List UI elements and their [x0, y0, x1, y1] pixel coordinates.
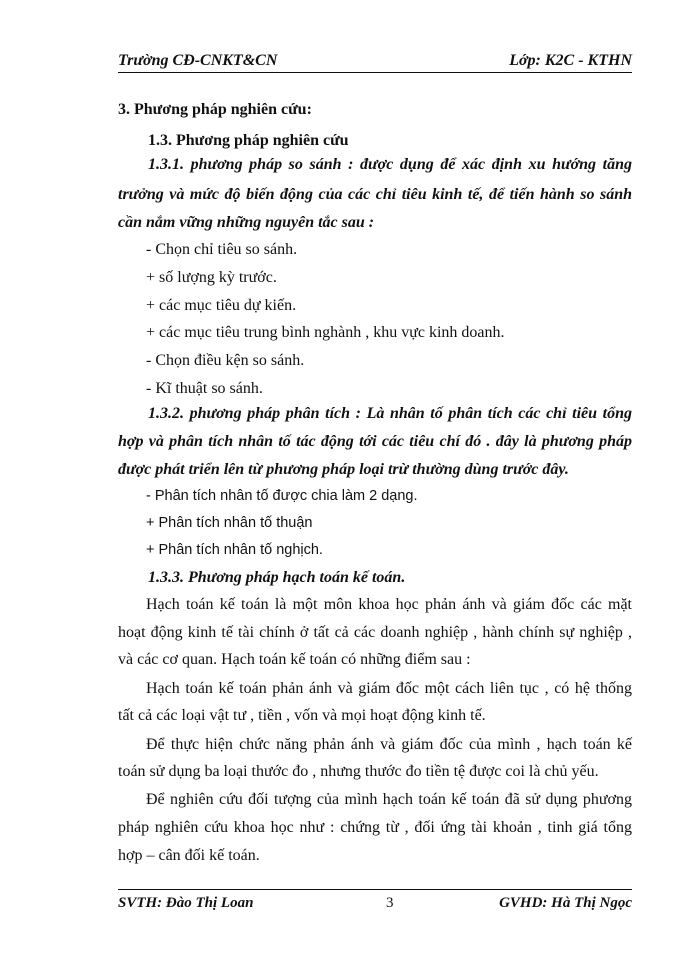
s132-item: - Phân tích nhân tố được chia làm 2 dạng.: [146, 488, 418, 504]
s131-item: + các mục tiêu dự kiến.: [146, 297, 297, 314]
s131-item: - Chọn điều kện so sánh.: [146, 352, 305, 369]
s131-line-1: 1.3.1. phương pháp so sánh : được dụng để xác định xu hướng tăng: [148, 156, 632, 173]
page-number: 3: [386, 895, 394, 911]
s131-line-2: trưởng và mức độ biến động của các chỉ tiêu kinh tế, để tiến hành so sánh: [118, 186, 632, 203]
s132-line-1: 1.3.2. phương pháp phân tích : Là nhân tố phân tích các chỉ tiêu tổng: [148, 405, 632, 422]
footer-student: SVTH: Đào Thị Loan: [118, 894, 254, 911]
footer-supervisor: GVHD: Hà Thị Ngọc: [499, 894, 632, 911]
s132-item: + Phân tích nhân tố nghịch.: [146, 542, 323, 558]
section-title: 3. Phương pháp nghiên cứu:: [118, 101, 312, 118]
s132-line-3: được phát triển lên từ phương pháp loại trừ thường dùng trước đây.: [118, 461, 569, 478]
header-class: Lớp: K2C - KTHN: [509, 52, 632, 69]
s131-item: + số lượng kỳ trước.: [146, 269, 277, 286]
s131-line-3: cần nắm vững những nguyên tắc sau :: [118, 214, 375, 231]
s133-p1-line-1: Hạch toán kế toán là một môn khoa học phản ánh và giám đốc các mặt: [146, 596, 632, 613]
s132-item: + Phân tích nhân tố thuận: [146, 515, 313, 531]
s131-item: - Chọn chỉ tiêu so sánh.: [146, 241, 298, 258]
s133-title: 1.3.3. Phương pháp hạch toán kế toán.: [148, 569, 406, 586]
s133-p1-line-2: hoạt động kinh tế tài chính ở tất cả các doanh nghiệp , hành chính sự nghiệp ,: [118, 624, 632, 641]
s133-p4-line-2: pháp nghiên cứu khoa học như : chứng từ , đối ứng tài khoản , tinh giá tổng: [118, 819, 632, 836]
page-header: [118, 44, 632, 73]
s133-p4-line-1: Để nghiên cứu đối tượng của mình hạch toán kế toán đã sử dụng phương: [146, 791, 632, 808]
subsection-title: 1.3. Phương pháp nghiên cứu: [148, 132, 349, 149]
s133-p1-line-3: và các cơ quan. Hạch toán kế toán có những điểm sau :: [118, 651, 471, 668]
s132-line-2: hợp và phân tích nhân tố tác động tới các tiêu chí đó . đây là phương pháp: [118, 433, 632, 450]
s133-p3-line-2: toán sử dụng ba loại thước đo , nhưng thước đo tiền tệ được coi là chủ yếu.: [118, 763, 599, 780]
s133-p2-line-2: tất cả các loại vật tư , tiền , vốn và mọi hoạt động kinh tế.: [118, 707, 486, 724]
s133-p2-line-1: Hạch toán kế toán phản ánh và giám đốc một cách liên tục , có hệ thống: [146, 680, 632, 697]
header-school: Trường CĐ-CNKT&CN: [118, 52, 278, 69]
s131-item: + các mục tiêu trung bình nghành , khu vực kinh doanh.: [146, 324, 505, 341]
s133-p4-line-3: hợp – cân đối kế toán.: [118, 847, 260, 864]
page-footer: [118, 892, 632, 914]
s131-item: - Kĩ thuật so sánh.: [146, 380, 263, 397]
s133-p3-line-1: Để thực hiện chức năng phản ánh và giám đốc của mình , hạch toán kế: [146, 736, 632, 753]
footer-divider: [118, 889, 632, 890]
